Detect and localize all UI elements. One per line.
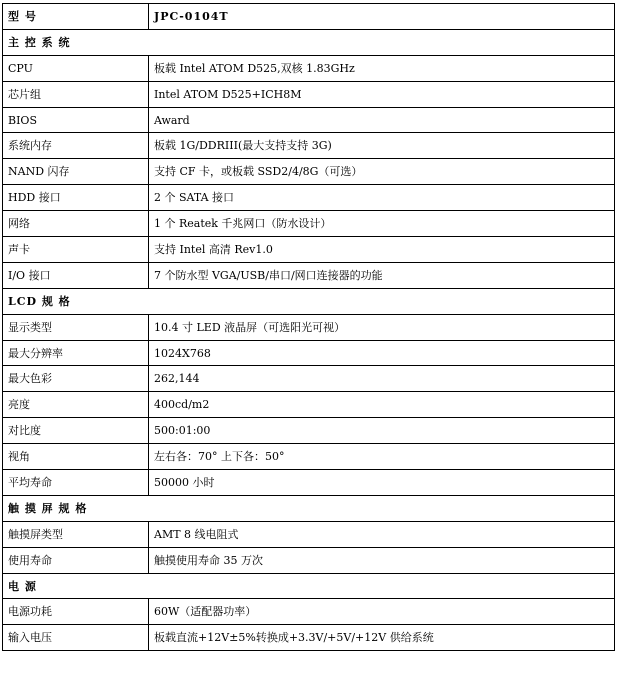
section-header-row — [3, 288, 615, 314]
section-header-row — [3, 29, 615, 55]
spec-label: HDD 接口 — [3, 185, 149, 211]
spec-row — [3, 55, 615, 81]
section-title: 触 摸 屏 规 格 — [3, 495, 615, 521]
spec-label: 输入电压 — [3, 625, 149, 651]
spec-row — [3, 314, 615, 340]
spec-label: 触摸屏类型 — [3, 521, 149, 547]
spec-label: 芯片组 — [3, 81, 149, 107]
spec-value: AMT 8 线电阻式 — [149, 521, 615, 547]
spec-row — [3, 444, 615, 470]
spec-value: 10.4 寸 LED 液晶屏（可选阳光可视） — [149, 314, 615, 340]
section-header-row — [3, 573, 615, 599]
spec-value: Award — [149, 107, 615, 133]
spec-row — [3, 547, 615, 573]
spec-value: 板载直流+12V±5%转换成+3.3V/+5V/+12V 供给系统 — [149, 625, 615, 651]
spec-label: 电源功耗 — [3, 599, 149, 625]
section-title: 电 源 — [3, 573, 615, 599]
spec-row — [3, 185, 615, 211]
section-title: LCD 规 格 — [3, 288, 615, 314]
spec-value: 板载 1G/DDRIII(最大支持支持 3G) — [149, 133, 615, 159]
spec-label: CPU — [3, 55, 149, 81]
spec-label: 视角 — [3, 444, 149, 470]
section-title: 主 控 系 统 — [3, 29, 615, 55]
spec-row — [3, 340, 615, 366]
spec-label: 对比度 — [3, 418, 149, 444]
spec-row — [3, 392, 615, 418]
spec-value: 262,144 — [149, 366, 615, 392]
spec-row — [3, 521, 615, 547]
spec-label: 亮度 — [3, 392, 149, 418]
spec-row — [3, 262, 615, 288]
spec-row — [3, 133, 615, 159]
spec-row — [3, 81, 615, 107]
spec-row — [3, 211, 615, 237]
spec-value: 2 个 SATA 接口 — [149, 185, 615, 211]
spec-row — [3, 625, 615, 651]
spec-label: 声卡 — [3, 237, 149, 263]
model-label: 型 号 — [3, 4, 149, 30]
spec-label: 系统内存 — [3, 133, 149, 159]
spec-value: 支持 CF 卡，或板载 SSD2/4/8G（可选） — [149, 159, 615, 185]
spec-row — [3, 107, 615, 133]
section-header-row — [3, 495, 615, 521]
spec-row — [3, 159, 615, 185]
spec-row — [3, 237, 615, 263]
model-row — [3, 4, 615, 30]
spec-label: 平均寿命 — [3, 470, 149, 496]
model-value: JPC-0104T — [149, 4, 615, 30]
spec-label: 使用寿命 — [3, 547, 149, 573]
spec-value: 1 个 Reatek 千兆网口（防水设计） — [149, 211, 615, 237]
spec-value: 7 个防水型 VGA/USB/串口/网口连接器的功能 — [149, 262, 615, 288]
spec-value: 500:01:00 — [149, 418, 615, 444]
spec-value: 支持 Intel 高清 Rev1.0 — [149, 237, 615, 263]
spec-value: 板载 Intel ATOM D525,双核 1.83GHz — [149, 55, 615, 81]
spec-value: 1024X768 — [149, 340, 615, 366]
spec-label: NAND 闪存 — [3, 159, 149, 185]
spec-row — [3, 418, 615, 444]
spec-row — [3, 366, 615, 392]
spec-row — [3, 470, 615, 496]
spec-table — [2, 3, 615, 651]
spec-label: I/O 接口 — [3, 262, 149, 288]
spec-value: 触摸使用寿命 35 万次 — [149, 547, 615, 573]
spec-value: 左右各：70° 上下各：50° — [149, 444, 615, 470]
spec-table-body — [3, 4, 615, 651]
spec-value: Intel ATOM D525+ICH8M — [149, 81, 615, 107]
spec-label: 最大色彩 — [3, 366, 149, 392]
spec-label: BIOS — [3, 107, 149, 133]
spec-value: 50000 小时 — [149, 470, 615, 496]
spec-label: 最大分辨率 — [3, 340, 149, 366]
spec-label: 网络 — [3, 211, 149, 237]
spec-value: 60W（适配器功率） — [149, 599, 615, 625]
spec-label: 显示类型 — [3, 314, 149, 340]
spec-row — [3, 599, 615, 625]
spec-value: 400cd/m2 — [149, 392, 615, 418]
